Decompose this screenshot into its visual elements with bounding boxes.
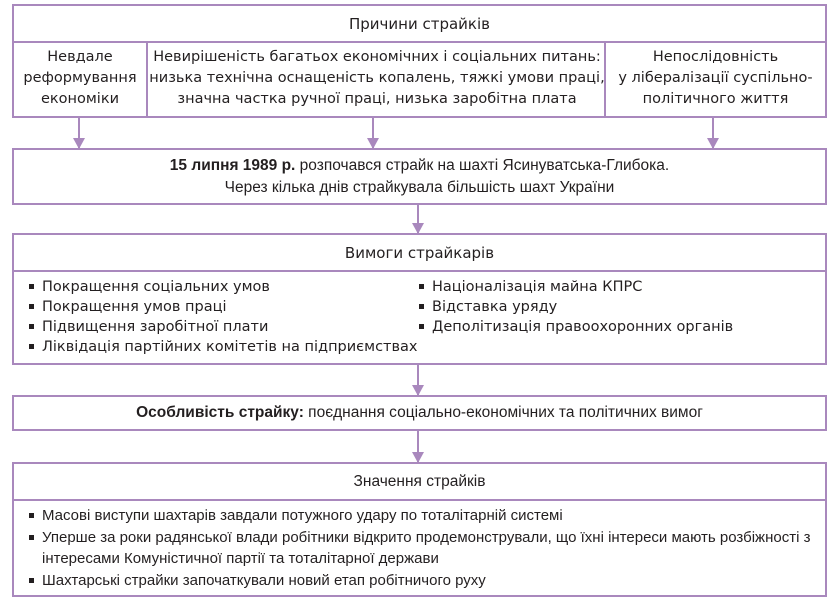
cause-line: низька технічна оснащеність копалень, тяжкі умови праці,: [149, 70, 605, 86]
demands-left-list: [28, 277, 418, 357]
significance-item: Уперше за роки радянської влади робітники відкрито продемонстрували, що їхні інтереси мають розбіжності з інтересами Комуністичної партії та тоталітарної держави: [28, 527, 811, 570]
demand-item: Націоналізація майна КПРС: [418, 277, 733, 297]
strike-start-text: розпочався страйк на шахті Ясинуватська-Глибока.: [295, 156, 670, 174]
arrow-down-icon: [417, 205, 419, 233]
arrow-down-icon: [372, 118, 374, 148]
cause-item: [146, 41, 606, 116]
cause-line: Невдале: [47, 49, 113, 65]
strike-start-line-2: Через кілька днів страйкувала більшість шахт України: [224, 178, 615, 196]
strike-start-box: [12, 148, 827, 205]
demand-item: Відставка уряду: [418, 297, 733, 317]
feature-box: [12, 395, 827, 431]
demands-title: Вимоги страйкарів: [14, 235, 825, 272]
arrow-down-icon: [417, 431, 419, 462]
cause-line: політичного життя: [642, 91, 789, 107]
demands-box: [12, 233, 827, 365]
demand-item: Покращення соціальних умов: [28, 277, 418, 297]
significance-item: Масові виступи шахтарів завдали потужного удару по тоталітарній системі: [28, 505, 811, 527]
significance-list: [28, 505, 811, 591]
feature-label: Особливість страйку:: [136, 404, 304, 421]
cause-item: [604, 41, 825, 116]
causes-title: Причини страйків: [14, 6, 825, 43]
arrow-down-icon: [712, 118, 714, 148]
significance-item: Шахтарські страйки започаткували новий етап робітничого руху: [28, 570, 811, 592]
significance-box: [12, 462, 827, 597]
demand-item: Ліквідація партійних комітетів на підприємствах: [28, 337, 418, 357]
arrow-down-icon: [417, 365, 419, 395]
feature-line: [136, 402, 703, 424]
arrow-down-icon: [78, 118, 80, 148]
feature-text: поєднання соціально-економічних та політичних вимог: [303, 404, 703, 421]
cause-line: Непослідовність: [652, 49, 779, 65]
cause-item: [14, 41, 146, 116]
cause-line: значна частка ручної праці, низька заробітна плата: [177, 91, 577, 107]
significance-title: Значення страйків: [14, 464, 825, 501]
causes-box: [12, 4, 827, 118]
demand-item: Підвищення заробітної плати: [28, 317, 418, 337]
demand-item: Деполітизація правоохоронних органів: [418, 317, 733, 337]
cause-line: Невирішеність багатьох економічних і соціальних питань:: [153, 49, 601, 65]
demands-right-list: [418, 277, 733, 337]
cause-line: економіки: [40, 91, 120, 107]
cause-line: у лібералізації суспільно-: [618, 70, 813, 86]
strike-date: 15 липня 1989 р.: [169, 156, 296, 174]
strike-start-line-1: [170, 155, 669, 177]
demand-item: Покращення умов праці: [28, 297, 418, 317]
cause-line: реформування: [23, 70, 137, 86]
